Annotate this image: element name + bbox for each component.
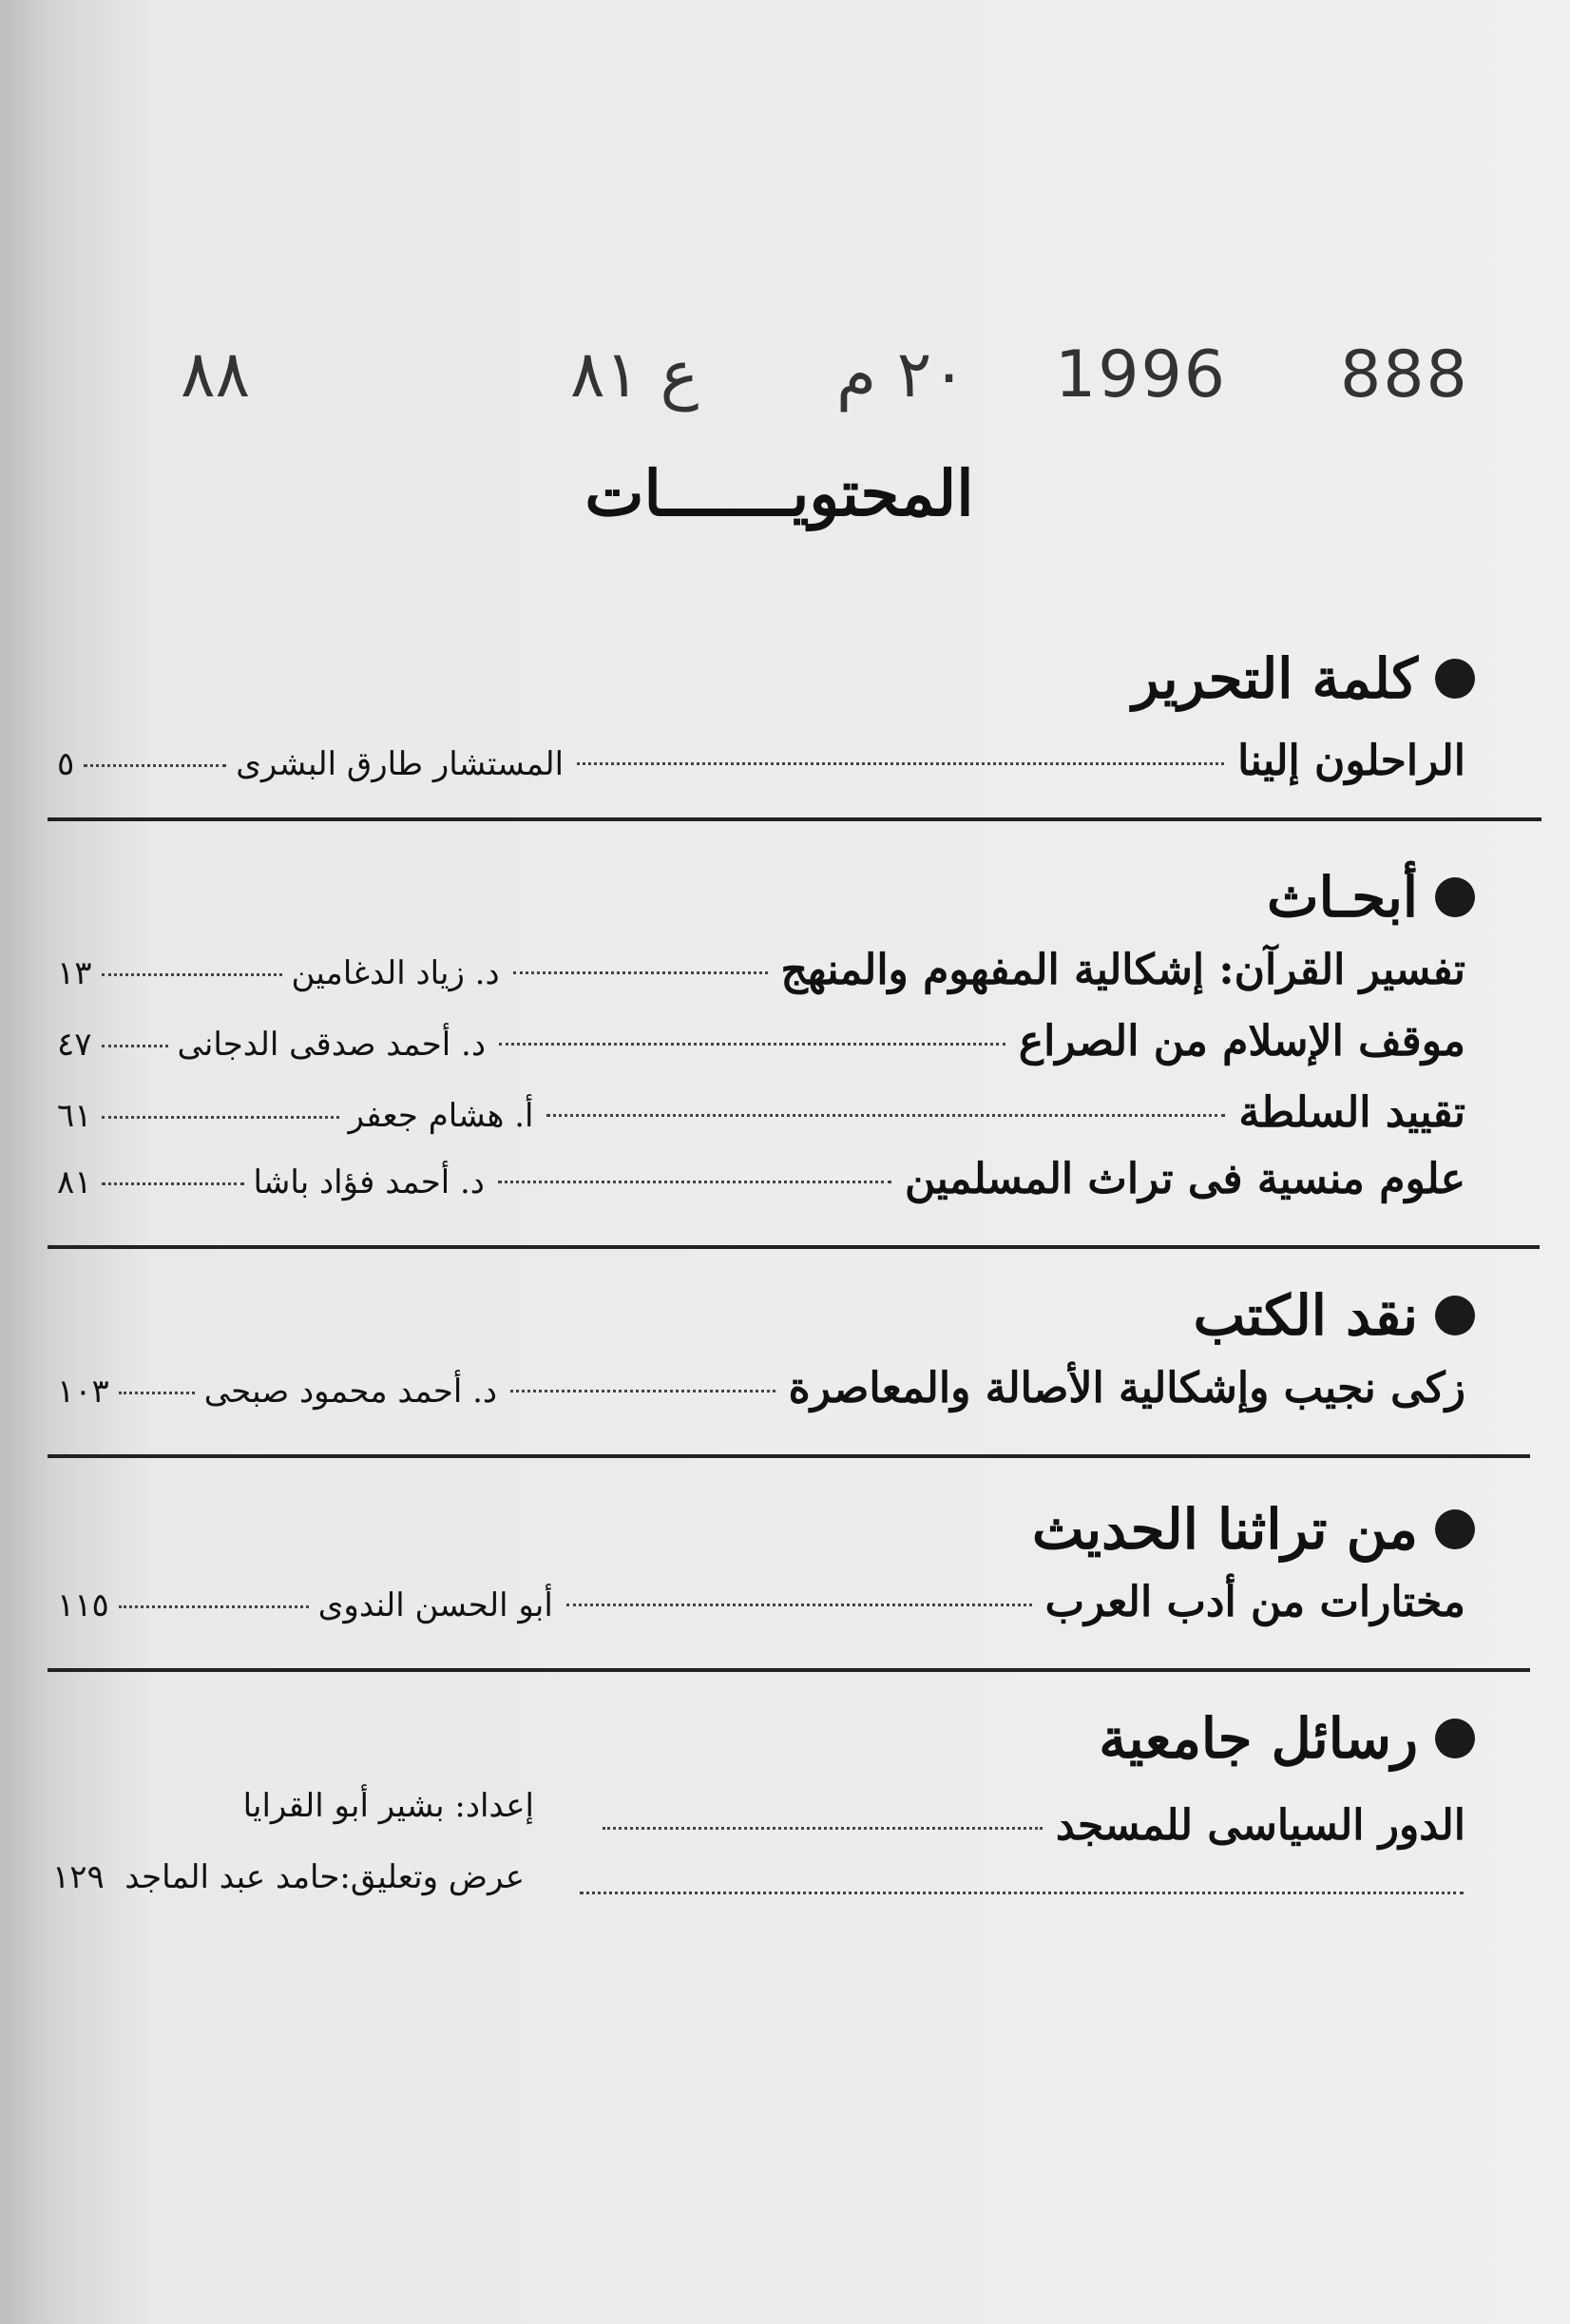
section-heading-label: من تراثنا الحديث <box>1032 1497 1418 1562</box>
toc-entry[interactable] <box>57 737 1465 794</box>
section-heading-label: نقد الكتب <box>1193 1283 1418 1348</box>
leader-dots <box>102 973 282 976</box>
toc-entry[interactable] <box>57 1088 1465 1145</box>
section-heading-label: أبحـاث <box>1267 865 1418 930</box>
handwritten-note-3: ٢٠ م <box>836 337 967 413</box>
section-divider <box>48 1668 1530 1672</box>
leader-dots <box>498 1181 891 1183</box>
section-heading-research <box>1267 865 1475 930</box>
entry-author: المستشار طارق البشرى <box>236 745 565 783</box>
leader-dots <box>102 1182 244 1185</box>
entry-page: ١٢٩ <box>52 1858 105 1896</box>
leader-dots <box>84 764 226 767</box>
entry-author: إعداد: بشير أبو القرايا <box>242 1787 534 1825</box>
entry-title: الراحلون إلينا <box>1237 737 1465 785</box>
section-heading-modern-heritage <box>1032 1497 1475 1562</box>
bullet-icon <box>1435 877 1475 917</box>
leader-dots <box>580 1892 1464 1894</box>
toc-entry[interactable] <box>57 946 1465 1003</box>
entry-author: د. أحمد فؤاد باشا <box>253 1163 485 1201</box>
page-title: المحتويـــــــات <box>584 456 974 530</box>
entry-author: أ. هشام جعفر <box>348 1097 534 1135</box>
bullet-icon <box>1435 659 1475 699</box>
leader-dots <box>566 1604 1032 1606</box>
leader-dots <box>119 1605 309 1608</box>
leader-dots <box>102 1116 339 1119</box>
handwritten-note-1: 888 <box>1340 337 1469 413</box>
toc-entry[interactable] <box>589 1801 1465 1858</box>
section-divider <box>48 1454 1530 1458</box>
toc-entry[interactable] <box>57 1155 1465 1212</box>
leader-dots <box>510 1390 775 1392</box>
section-heading-label: كلمة التحرير <box>1132 646 1418 711</box>
section-heading-theses <box>1099 1706 1475 1771</box>
section-divider <box>48 817 1541 821</box>
entry-page: ٥ <box>57 745 75 783</box>
leader-dots <box>577 762 1224 765</box>
entry-page: ٤٧ <box>57 1026 92 1064</box>
section-heading-book-reviews <box>1194 1283 1475 1348</box>
leader-dots <box>499 1043 1005 1046</box>
entry-title: مختارات من أدب العرب <box>1044 1578 1465 1626</box>
entry-author: د. زياد الدغامين <box>291 954 500 992</box>
entry-page: ١١٥ <box>57 1586 109 1624</box>
entry-title: تقييد السلطة <box>1238 1088 1465 1137</box>
entry-page: ١٣ <box>57 954 92 992</box>
handwritten-note-5: ٨٨ <box>181 337 251 413</box>
entry-page: ١٠٣ <box>57 1373 109 1411</box>
bullet-icon <box>1435 1296 1475 1335</box>
section-heading-editorial <box>1132 646 1475 711</box>
leader-dots <box>546 1114 1225 1117</box>
handwritten-note-4: ع ٨١ <box>570 337 699 413</box>
entry-author-2: عرض وتعليق:حامد عبد الماجد <box>124 1858 525 1896</box>
entry-page: ٦١ <box>57 1097 92 1135</box>
entry-page: ٨١ <box>57 1163 92 1201</box>
entry-title: تفسير القرآن: إشكالية المفهوم والمنهج <box>780 946 1465 994</box>
leader-dots <box>603 1827 1043 1830</box>
toc-entry[interactable] <box>57 1017 1465 1074</box>
leader-dots <box>119 1392 195 1394</box>
bullet-icon <box>1435 1719 1475 1758</box>
entry-title: علوم منسية فى تراث المسلمين <box>904 1155 1465 1203</box>
leader-dots <box>102 1045 168 1047</box>
entry-author: أبو الحسن الندوى <box>317 1586 553 1624</box>
bullet-icon <box>1435 1509 1475 1549</box>
entry-title: زكى نجيب وإشكالية الأصالة والمعاصرة <box>788 1364 1465 1412</box>
toc-entry[interactable] <box>57 1364 1465 1421</box>
section-heading-label: رسائل جامعية <box>1099 1706 1418 1771</box>
leader-dots <box>513 971 768 974</box>
entry-author: د. أحمد صدقى الدجانى <box>177 1026 487 1064</box>
entry-author: د. أحمد محمود صبحى <box>203 1373 498 1411</box>
toc-entry[interactable] <box>57 1578 1465 1635</box>
section-divider <box>48 1245 1540 1249</box>
entry-title: الدور السياسى للمسجد <box>1055 1801 1465 1850</box>
handwritten-note-2: 1996 <box>1055 337 1228 413</box>
entry-title: موقف الإسلام من الصراع <box>1018 1017 1465 1066</box>
